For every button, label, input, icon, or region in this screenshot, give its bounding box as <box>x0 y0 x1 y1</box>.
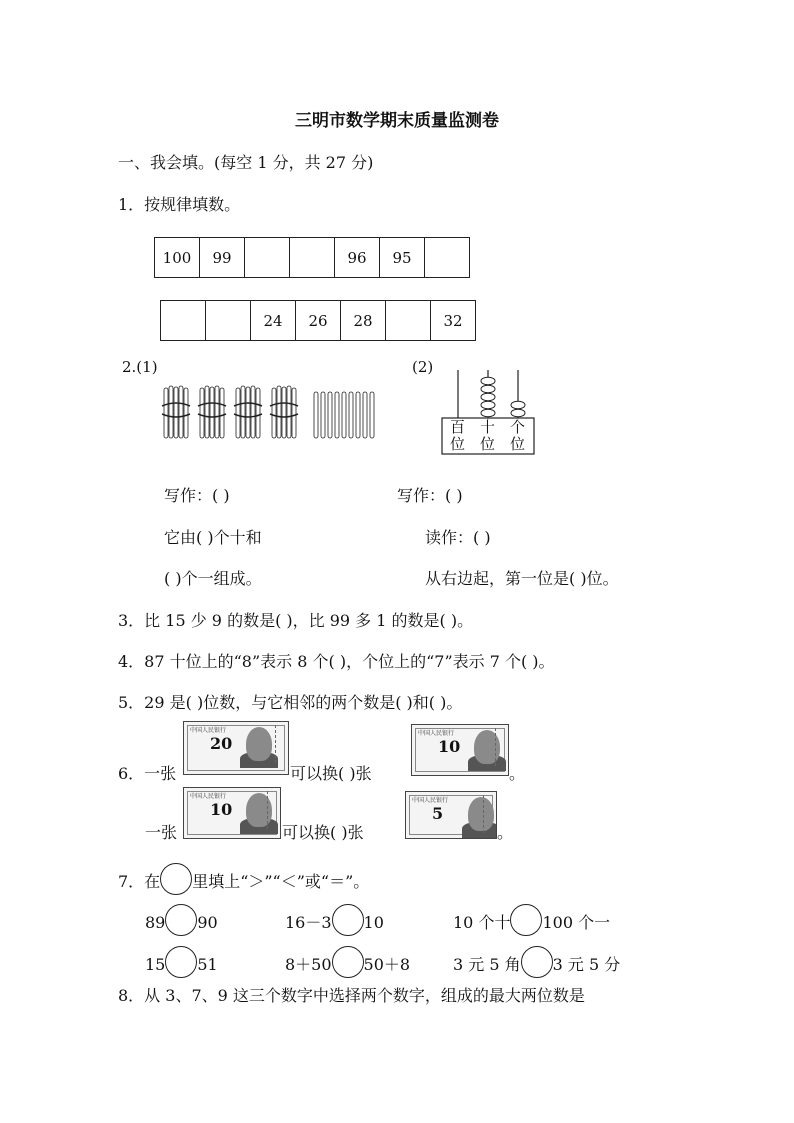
q7-label-start: 7．在 <box>118 872 161 891</box>
tens-beads-icon <box>481 377 495 417</box>
seq2-cell[interactable] <box>206 301 251 341</box>
compare-circle-input[interactable] <box>332 946 364 978</box>
abacus-label-hundreds: 百 位 <box>450 418 466 453</box>
question-8: 8．从 3、7、9 这三个数字中选择两个数字，组成的最大两位数是 <box>118 986 585 1005</box>
banknote-denomination: 20 <box>210 734 233 753</box>
question-7-label <box>118 863 369 895</box>
compare-circle-input[interactable] <box>510 904 542 936</box>
compare-left: 15 <box>145 955 166 974</box>
seq2-cell[interactable]: 24 <box>251 301 296 341</box>
compare-left: 16－3 <box>285 913 332 932</box>
compare-circle-input[interactable] <box>165 946 197 978</box>
q6-line1-mid: 可以换( )张 <box>290 764 372 783</box>
abacus-label-tens: 十 位 <box>480 418 496 453</box>
abacus-bead <box>511 409 525 417</box>
question-1-label: 1．按规律填数。 <box>118 195 241 214</box>
compare-right: 50＋8 <box>363 955 411 974</box>
seq1-cell[interactable]: 96 <box>335 238 380 278</box>
compare-left: 89 <box>145 913 166 932</box>
compare-circle-input[interactable] <box>165 904 197 936</box>
q2-left-write: 写作：( ) <box>164 486 230 505</box>
abacus-bead <box>511 401 525 409</box>
q6-line2-start: 一张 <box>145 823 178 842</box>
q2-left-made: 它由( )个十和 <box>164 528 262 547</box>
ones-beads-icon <box>511 401 525 417</box>
compare-right: 10 <box>363 913 384 932</box>
compare-right: 90 <box>197 913 218 932</box>
loose-sticks-icon <box>314 392 374 438</box>
q2-left-made2: ( )个一组成。 <box>164 569 262 588</box>
q2-right-position: 从右边起，第一位是( )位。 <box>425 569 619 588</box>
seq1-cell[interactable] <box>290 238 335 278</box>
banknote-denomination: 5 <box>432 804 444 823</box>
banknote-header: 中国人民银行 <box>412 797 449 804</box>
q7-label-end: 里填上“＞”“＜”或“＝”。 <box>192 872 370 891</box>
abacus-bead <box>481 385 495 393</box>
compare-item <box>145 946 218 978</box>
banknote-20-icon <box>183 721 289 775</box>
q2-right-read: 读作：( ) <box>425 528 491 547</box>
q2-right-write: 写作：( ) <box>397 486 463 505</box>
abacus-bead <box>481 409 495 417</box>
compare-circle-input[interactable] <box>332 904 364 936</box>
q6-line1-end: 。 <box>509 764 526 783</box>
compare-left: 8＋50 <box>285 955 332 974</box>
compare-left: 3 元 5 角 <box>453 955 521 974</box>
page-title: 三明市数学期末质量监测卷 <box>295 111 499 131</box>
q6-line2-mid: 可以换( )张 <box>282 823 364 842</box>
section-heading: 一、我会填。(每空 1 分，共 27 分) <box>118 153 374 172</box>
seq1-cell[interactable]: 99 <box>200 238 245 278</box>
sequence-table-1 <box>154 237 470 278</box>
seq2-cell[interactable] <box>386 301 431 341</box>
seq1-cell[interactable]: 95 <box>380 238 425 278</box>
sequence-table-2 <box>160 300 476 341</box>
q6-line2-end: 。 <box>497 823 514 842</box>
banknote-10-icon <box>411 724 509 776</box>
seq2-cell[interactable] <box>161 301 206 341</box>
compare-right: 100 个一 <box>542 913 611 932</box>
compare-right: 51 <box>197 955 218 974</box>
compare-circle-input[interactable] <box>521 946 553 978</box>
question-5: 5．29 是( )位数，与它相邻的两个数是( )和( )。 <box>118 693 463 712</box>
compare-item <box>145 904 218 936</box>
seq1-cell[interactable] <box>425 238 470 278</box>
question-2-1-label: 2.(1) <box>122 358 158 376</box>
question-4: 4．87 十位上的“8”表示 8 个( )，个位上的“7”表示 7 个( )。 <box>118 652 555 671</box>
banknote-header: 中国人民银行 <box>190 727 227 734</box>
seq2-cell[interactable]: 28 <box>341 301 386 341</box>
seq2-cell[interactable]: 32 <box>431 301 476 341</box>
seq1-cell[interactable]: 100 <box>155 238 200 278</box>
banknote-header: 中国人民银行 <box>418 730 455 737</box>
compare-right: 3 元 5 分 <box>552 955 621 974</box>
circle-blank-icon <box>160 863 192 895</box>
compare-left: 10 个十 <box>453 913 511 932</box>
banknote-5-icon <box>405 791 497 839</box>
abacus-bead <box>481 377 495 385</box>
banknote-denomination: 10 <box>438 737 461 756</box>
banknote-10-icon <box>183 787 281 839</box>
compare-item <box>453 946 620 978</box>
seq2-cell[interactable]: 26 <box>296 301 341 341</box>
abacus-bead <box>481 393 495 401</box>
compare-item <box>285 946 410 978</box>
compare-item <box>453 904 610 936</box>
banknote-header: 中国人民银行 <box>190 793 227 800</box>
banknote-denomination: 10 <box>210 800 233 819</box>
stick-bundle-icon <box>162 386 298 438</box>
abacus-label-ones: 个 位 <box>510 418 526 453</box>
abacus-bead <box>481 401 495 409</box>
question-3: 3．比 15 少 9 的数是( )，比 99 多 1 的数是( )。 <box>118 611 474 630</box>
q6-line1-start: 6．一张 <box>118 764 177 783</box>
seq1-cell[interactable] <box>245 238 290 278</box>
question-2-2-label: (2) <box>412 358 434 376</box>
compare-item <box>285 904 384 936</box>
stick-bundles-illustration <box>160 384 390 442</box>
